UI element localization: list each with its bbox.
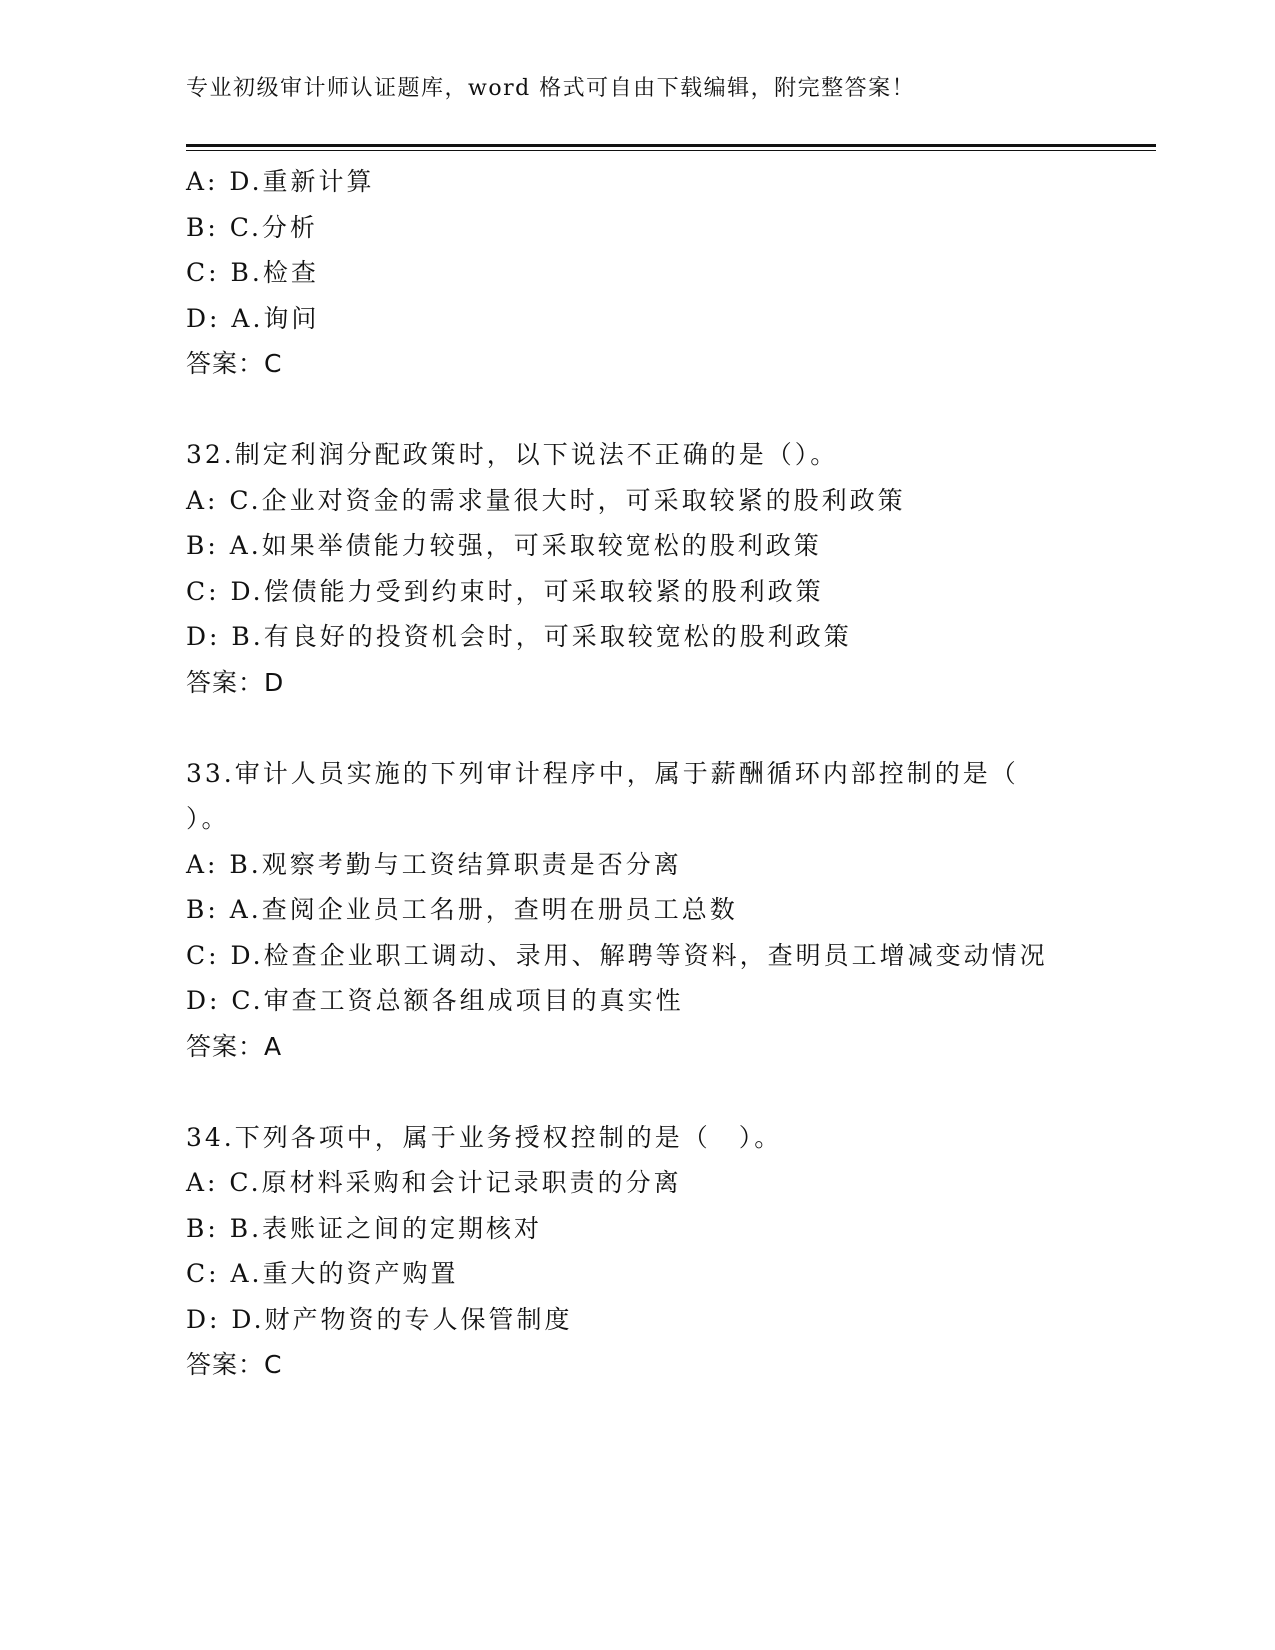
question-block-31	[186, 159, 1086, 387]
answer-line: 答案：C	[186, 349, 283, 378]
question-block-33	[186, 751, 1086, 1070]
option-c: C: A.重大的资产购置	[186, 1259, 459, 1288]
option-a: A: C.企业对资金的需求量很大时，可采取较紧的股利政策	[186, 485, 906, 515]
answer-line: 答案：C	[186, 1350, 283, 1379]
header-rule-thin	[186, 150, 1156, 151]
option-c: C: B.检查	[186, 258, 319, 287]
option-d: D: A.询问	[186, 303, 320, 333]
header-rule-thick	[186, 144, 1156, 147]
question-block-34	[186, 1115, 1086, 1388]
option-a: A: B.观察考勤与工资结算职责是否分离	[186, 849, 682, 879]
answer-line: 答案：A	[186, 1031, 283, 1061]
question-content	[186, 159, 1086, 1388]
option-b: B: B.表账证之间的定期核对	[186, 1213, 543, 1243]
block-gap	[186, 705, 1086, 751]
question-stem: 32.制定利润分配政策时，以下说法不正确的是（）。	[186, 440, 839, 469]
option-b: B: C.分析	[186, 212, 318, 242]
option-c: C: D.检查企业职工调动、录用、解聘等资料，查明员工增减变动情况	[186, 940, 1048, 970]
option-d: D: D.财产物资的专人保管制度	[186, 1304, 573, 1334]
answer-line: 答案：D	[186, 667, 285, 697]
option-c: C: D.偿债能力受到约束时，可采取较紧的股利政策	[186, 576, 824, 606]
block-gap	[186, 387, 1086, 433]
option-b: B: A.查阅企业员工名册，查明在册员工总数	[186, 895, 738, 924]
option-d: D: C.审查工资总额各组成项目的真实性	[186, 986, 684, 1015]
question-block-32	[186, 432, 1086, 705]
option-b: B: A.如果举债能力较强，可采取较宽松的股利政策	[186, 531, 822, 560]
option-a: A: C.原材料采购和会计记录职责的分离	[186, 1168, 682, 1197]
block-gap	[186, 1069, 1086, 1115]
question-stem: 34.下列各项中，属于业务授权控制的是（ ）。	[186, 1122, 783, 1152]
option-a: A: D.重新计算	[186, 167, 375, 196]
page-header: 专业初级审计师认证题库，word 格式可自由下载编辑，附完整答案！	[186, 76, 916, 101]
question-stem: 33.审计人员实施的下列审计程序中，属于薪酬循环内部控制的是（	[186, 758, 1019, 788]
question-stem-continued: ）。	[186, 804, 230, 833]
option-d: D: B.有良好的投资机会时，可采取较宽松的股利政策	[186, 622, 852, 651]
